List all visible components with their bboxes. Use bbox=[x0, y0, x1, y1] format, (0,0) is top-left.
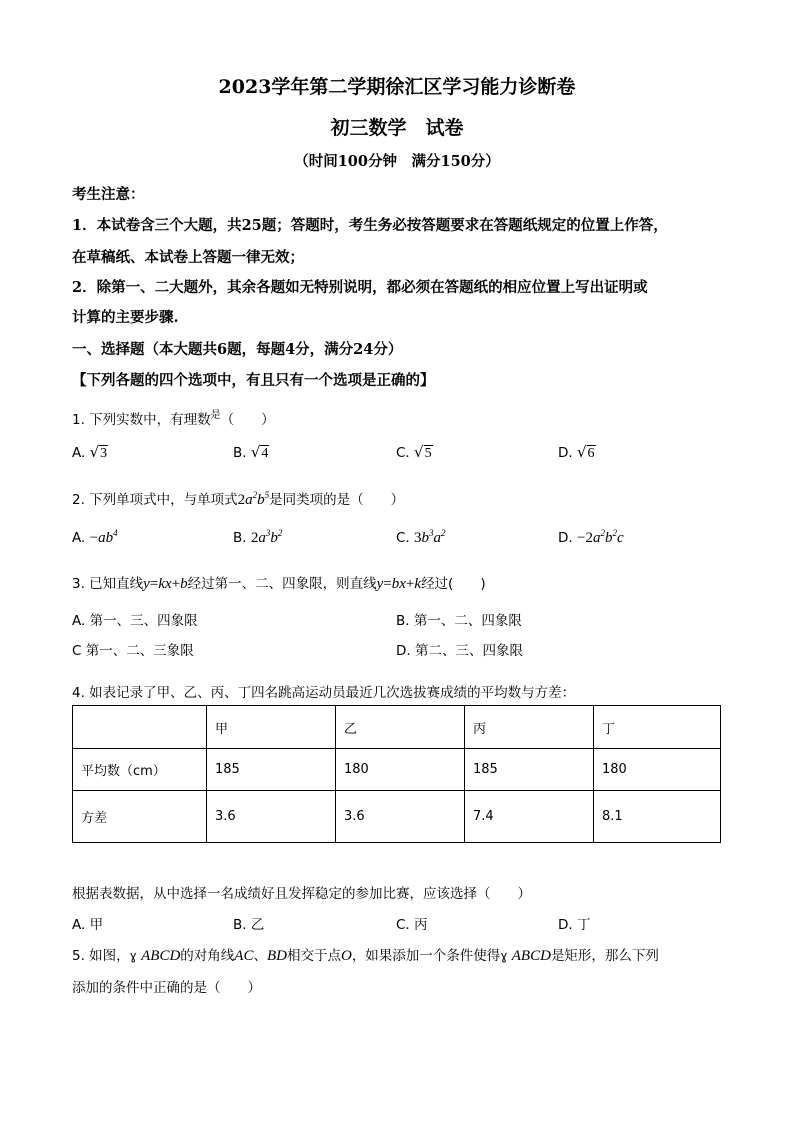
q3-stem-post: 经过( ) bbox=[421, 576, 486, 592]
q5-stem-d: ，如果添加一个条件使得 bbox=[351, 948, 501, 964]
q4-option-b[interactable] bbox=[233, 913, 264, 933]
q5-o: O bbox=[340, 948, 352, 964]
table-cell: 8.1 bbox=[594, 791, 721, 843]
sqrt-symbol: √3 bbox=[89, 443, 108, 461]
sqrt-symbol: √5 bbox=[414, 443, 432, 461]
q5-stem-a: 的对角线 bbox=[180, 948, 235, 964]
q1-paren: （ ） bbox=[220, 412, 275, 428]
option-label: B. bbox=[233, 530, 247, 546]
notice-item-2: 2．除第一、二大题外，其余各题如无特别说明，都必须在答题纸的相应位置上写出证明或 bbox=[72, 279, 648, 296]
question-5-stem bbox=[72, 944, 659, 965]
table-cell: 180 bbox=[336, 749, 465, 791]
question-4-stem: 4. 如表记录了甲、乙、丙、丁四名跳高运动员最近几次选拔赛成绩的平均数与方差： bbox=[72, 685, 576, 701]
table-header-cell: 丙 bbox=[465, 706, 594, 749]
table-cell: 平均数（cm） bbox=[73, 749, 207, 791]
exam-subtitle: 初三数学 试卷 bbox=[330, 117, 464, 139]
notice-item-1-cont: 在草稿纸、本试卷上答题一律无效； bbox=[72, 249, 304, 266]
athlete-stats-table bbox=[72, 705, 721, 843]
q3-option-b[interactable] bbox=[396, 609, 522, 629]
q5-stem-c: 相交于点 bbox=[286, 948, 341, 964]
option-label: D. bbox=[396, 643, 411, 659]
sqrt-symbol: √6 bbox=[576, 443, 595, 461]
q3-line1: y=kx+b bbox=[143, 576, 188, 592]
option-label: D. bbox=[558, 530, 573, 546]
table-row bbox=[73, 791, 721, 843]
table-header-cell bbox=[73, 706, 207, 749]
question-3-stem bbox=[72, 572, 486, 593]
q1-stem-text: 1. 下列实数中，有理数 bbox=[72, 412, 211, 428]
option-text: 第二、三、四象限 bbox=[414, 643, 523, 659]
table-header-cell: 丁 bbox=[594, 706, 721, 749]
q2-option-d[interactable] bbox=[558, 530, 624, 547]
q3-option-c[interactable] bbox=[72, 639, 194, 659]
q4-option-d[interactable] bbox=[558, 913, 590, 933]
q2-monomial: $2a^2b^5$ bbox=[237, 490, 270, 508]
question-1-stem bbox=[72, 408, 275, 428]
q4-option-c[interactable] bbox=[396, 913, 428, 933]
q3-stem-pre: 3. 已知直线 bbox=[72, 576, 144, 592]
option-label: B. bbox=[396, 613, 410, 629]
option-label: B. bbox=[233, 445, 247, 461]
q1-option-c[interactable] bbox=[396, 443, 433, 462]
q2-option-c[interactable] bbox=[396, 530, 446, 547]
q2-option-b[interactable] bbox=[233, 530, 282, 547]
option-text: 第一、二、三象限 bbox=[85, 643, 194, 659]
q3-line2: y=bx+k bbox=[376, 576, 422, 592]
notice-item-1: 1．本试卷含三个大题，共25题；答题时，考生务必按答题要求在答题纸规定的位置上作答， bbox=[72, 217, 668, 234]
table-cell: 3.6 bbox=[336, 791, 465, 843]
q1-option-a[interactable] bbox=[72, 443, 108, 462]
q5-abcd: ABCD bbox=[141, 948, 181, 964]
option-label: C bbox=[72, 643, 82, 659]
option-text: 第一、三、四象限 bbox=[89, 613, 198, 629]
q2-expr-a: $-ab^4$ bbox=[89, 528, 118, 546]
q3-option-d[interactable] bbox=[396, 639, 523, 659]
q2-stem-post: 是同类项的是（ ） bbox=[269, 492, 405, 508]
option-label: D. bbox=[558, 917, 573, 933]
q2-expr-d: $-2a^2b^2c$ bbox=[576, 528, 624, 546]
parallelogram-icon: ɣ bbox=[129, 949, 137, 963]
q3-option-a[interactable] bbox=[72, 609, 198, 629]
option-label: C. bbox=[396, 917, 410, 933]
time-info: （时间100分钟 满分150分） bbox=[294, 153, 500, 170]
notice-heading: 考生注意： bbox=[72, 186, 145, 203]
option-label: C. bbox=[396, 445, 410, 461]
table-header-row bbox=[73, 706, 721, 749]
table-cell: 185 bbox=[207, 749, 336, 791]
option-label: D. bbox=[558, 445, 573, 461]
option-label: A. bbox=[72, 530, 86, 546]
table-cell: 180 bbox=[594, 749, 721, 791]
option-label: A. bbox=[72, 917, 86, 933]
q1-stem-tail: 是 bbox=[210, 410, 221, 421]
q2-expr-c: $3b^3a^2$ bbox=[414, 528, 446, 546]
parallelogram-icon: ɣ bbox=[500, 949, 508, 963]
section1-instruction: 【下列各题的四个选项中，有且只有一个选项是正确的】 bbox=[72, 372, 435, 389]
q5-stem-b: 、 bbox=[253, 948, 267, 964]
q2-option-a[interactable] bbox=[72, 530, 118, 547]
question-2-stem bbox=[72, 488, 404, 509]
notice-item-2-cont: 计算的主要步骤. bbox=[72, 309, 179, 326]
option-text: 甲 bbox=[89, 917, 104, 933]
option-label: B. bbox=[233, 917, 247, 933]
table-row bbox=[73, 749, 721, 791]
question-5-line2: 添加的条件中正确的是（ ） bbox=[72, 980, 261, 996]
q1-option-d[interactable] bbox=[558, 443, 596, 462]
section1-heading: 一、选择题（本大题共6题，每题4分，满分24分） bbox=[72, 341, 403, 358]
option-text: 第一、二、四象限 bbox=[413, 613, 522, 629]
sqrt-symbol: √4 bbox=[250, 443, 269, 461]
q5-stem-e: 是矩形，那么下列 bbox=[550, 948, 659, 964]
q5-stem-pre: 5. 如图， bbox=[72, 948, 130, 964]
table-header-cell: 甲 bbox=[207, 706, 336, 749]
table-cell: 方差 bbox=[73, 791, 207, 843]
option-text: 丁 bbox=[576, 917, 591, 933]
q2-expr-b: $2a^3b^2$ bbox=[250, 528, 283, 546]
table-cell: 7.4 bbox=[465, 791, 594, 843]
table-header-cell: 乙 bbox=[336, 706, 465, 749]
option-text: 乙 bbox=[250, 917, 265, 933]
q1-option-b[interactable] bbox=[233, 443, 269, 462]
q5-abcd-2: ABCD bbox=[511, 948, 551, 964]
option-label: C. bbox=[396, 530, 410, 546]
table-cell: 3.6 bbox=[207, 791, 336, 843]
q2-stem-pre: 2. 下列单项式中，与单项式 bbox=[72, 492, 238, 508]
q5-ac: AC bbox=[234, 948, 254, 964]
q5-bd: BD bbox=[266, 948, 287, 964]
option-label: A. bbox=[72, 613, 86, 629]
exam-title: 2023学年第二学期徐汇区学习能力诊断卷 bbox=[218, 76, 576, 98]
question-4-follow: 根据表数据，从中选择一名成绩好且发挥稳定的参加比赛，应该选择（ ） bbox=[72, 886, 531, 902]
q4-option-a[interactable] bbox=[72, 913, 103, 933]
q3-stem-mid: 经过第一、二、四象限，则直线 bbox=[187, 576, 377, 592]
option-label: A. bbox=[72, 445, 86, 461]
option-text: 丙 bbox=[414, 917, 428, 933]
table-cell: 185 bbox=[465, 749, 594, 791]
